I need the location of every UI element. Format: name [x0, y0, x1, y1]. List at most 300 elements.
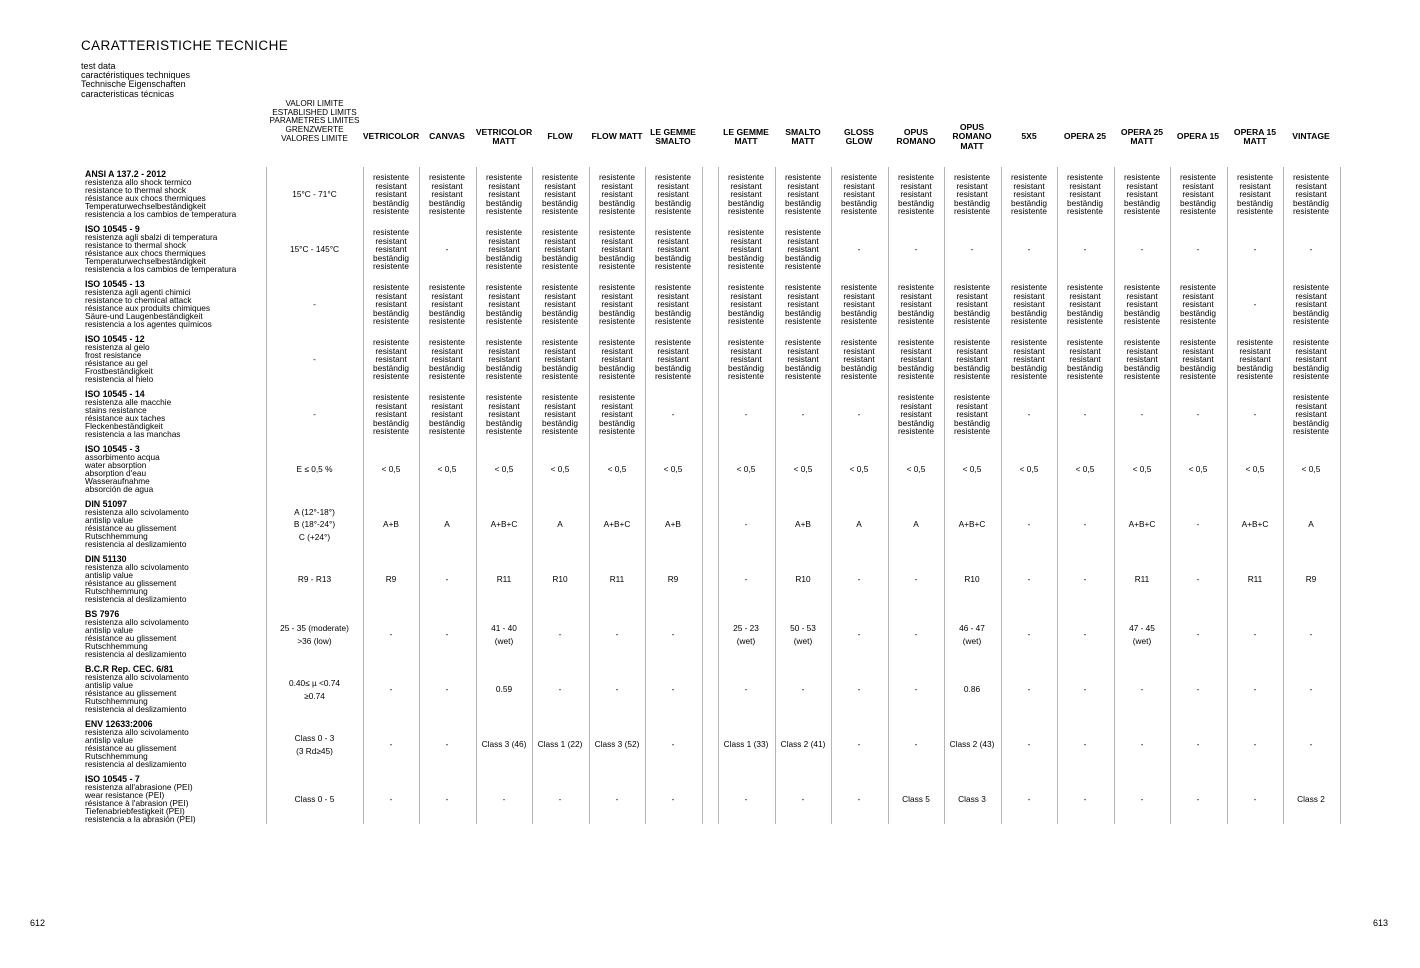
- table-cell: [1283, 167, 1339, 222]
- cell-value: < 0,5: [736, 464, 756, 475]
- column-header: [831, 118, 887, 156]
- table-row: [0, 167, 1420, 222]
- table-cell: [532, 662, 588, 717]
- cell-value: -: [1309, 629, 1313, 640]
- cell-value: A: [913, 519, 919, 530]
- column-header: [1057, 118, 1113, 156]
- table-cell: [888, 552, 944, 607]
- table-cell: [1227, 497, 1283, 552]
- cell-value: -: [801, 409, 805, 420]
- table-cell: [1283, 552, 1339, 607]
- table-row: [0, 332, 1420, 387]
- cell-value: -: [445, 574, 449, 585]
- table-cell: [1227, 167, 1283, 222]
- table-cell: [1170, 167, 1226, 222]
- limit-cell: [266, 332, 363, 387]
- cell-value: -: [1027, 409, 1031, 420]
- column-header: [888, 118, 944, 156]
- table-cell: [831, 497, 887, 552]
- cell-value: < 0,5: [607, 464, 627, 475]
- cell-value: -: [801, 794, 805, 805]
- test-description: résistance aux taches: [85, 412, 166, 423]
- table-cell: [1227, 277, 1283, 332]
- test-description: résistance aux produits chimiques: [85, 302, 210, 313]
- table-cell: [589, 497, 645, 552]
- cell-value: resistente resistant resistant beständig resistente: [599, 337, 635, 382]
- cell-value: 47 - 45 (wet): [1129, 623, 1155, 646]
- table-cell: [775, 497, 831, 552]
- row-label: [85, 280, 265, 329]
- column-header: [1001, 118, 1057, 156]
- table-cell: [1057, 607, 1113, 662]
- table-cell: [532, 387, 588, 442]
- cell-value: -: [1083, 519, 1087, 530]
- table-cell: [944, 497, 1000, 552]
- cell-value: -: [1253, 684, 1257, 695]
- cell-value: -: [1196, 409, 1200, 420]
- column-header: [1170, 118, 1226, 156]
- cell-value: 46 - 47 (wet): [959, 623, 985, 646]
- cell-value: -: [615, 629, 619, 640]
- cell-value: < 0,5: [437, 464, 457, 475]
- test-description: resistance to thermal shock: [85, 239, 186, 250]
- cell-value: -: [1253, 299, 1257, 310]
- table-cell: [363, 332, 419, 387]
- table-cell: [831, 552, 887, 607]
- limit-value: A (12°-18°) B (18°-24°) C (+24°): [293, 506, 336, 542]
- test-description: Frostbeständigkeit: [85, 365, 153, 376]
- test-description: Rutschhemmung: [85, 530, 148, 541]
- table-row: [0, 772, 1420, 827]
- column-header: [718, 118, 774, 156]
- cell-value: -: [615, 684, 619, 695]
- column-header-label: OPERA 15: [1176, 131, 1220, 142]
- table-cell: [363, 552, 419, 607]
- cell-value: < 0,5: [663, 464, 683, 475]
- cell-value: resistente resistant resistant beständig resistente: [655, 172, 691, 217]
- cell-value: < 0,5: [381, 464, 401, 475]
- cell-value: resistente resistant resistant beständig resistente: [1067, 282, 1103, 327]
- row-label: [85, 665, 265, 714]
- subtitle-line: caracteristicas técnicas: [81, 88, 175, 99]
- table-cell: [1114, 552, 1170, 607]
- cell-value: -: [914, 574, 918, 585]
- table-cell: [589, 332, 645, 387]
- table-cell: [718, 442, 774, 497]
- cell-value: -: [558, 794, 562, 805]
- cell-value: resistente resistant resistant beständig resistente: [373, 282, 409, 327]
- test-standard: ISO 10545 - 9: [85, 224, 140, 234]
- cell-value: -: [1083, 794, 1087, 805]
- test-description: antislip value: [85, 569, 133, 580]
- cell-value: -: [1083, 629, 1087, 640]
- table-cell: [944, 277, 1000, 332]
- test-description: résistance aux chocs thermiques: [85, 192, 206, 203]
- cell-value: resistente resistant resistant beständig resistente: [1180, 282, 1216, 327]
- column-header: [419, 118, 475, 156]
- limit-value: 25 - 35 (moderate) >36 (low): [280, 623, 349, 646]
- cell-value: Class 3 (46): [481, 739, 527, 750]
- cell-value: resistente resistant resistant beständig resistente: [1293, 172, 1329, 217]
- limit-value: Class 0 - 5: [294, 794, 335, 805]
- cell-value: -: [1253, 794, 1257, 805]
- test-description: resistenza allo scivolamento: [85, 727, 189, 737]
- table-cell: [645, 607, 701, 662]
- table-cell: [419, 717, 475, 772]
- table-cell: [718, 332, 774, 387]
- cell-value: -: [1027, 794, 1031, 805]
- cell-value: resistente resistant resistant beständig resistente: [841, 282, 877, 327]
- cell-value: < 0,5: [550, 464, 570, 475]
- cell-value: A+B+C: [1128, 519, 1156, 530]
- row-label: [85, 225, 265, 274]
- table-cell: [532, 497, 588, 552]
- cell-value: -: [1309, 244, 1313, 255]
- table-cell: [1170, 387, 1226, 442]
- table-cell: [363, 497, 419, 552]
- cell-value: -: [1196, 684, 1200, 695]
- table-cell: [1114, 607, 1170, 662]
- table-cell: [589, 167, 645, 222]
- cell-value: -: [1140, 739, 1144, 750]
- table-cell: [363, 772, 419, 827]
- table-cell: [1057, 717, 1113, 772]
- table-cell: [1114, 662, 1170, 717]
- table-cell: [1283, 387, 1339, 442]
- cell-value: -: [914, 684, 918, 695]
- test-description: Rutschhemmung: [85, 695, 148, 706]
- cell-value: resistente resistant resistant beständig resistente: [728, 227, 764, 272]
- cell-value: -: [1027, 244, 1031, 255]
- cell-value: resistente resistant resistant beständig resistente: [728, 337, 764, 382]
- cell-value: resistente resistant resistant beständig resistente: [1124, 282, 1160, 327]
- cell-value: -: [914, 739, 918, 750]
- cell-value: R9: [1305, 574, 1317, 585]
- cell-value: resistente resistant resistant beständig resistente: [486, 282, 522, 327]
- test-description: resistencia al deslizamiento: [85, 703, 187, 714]
- cell-value: -: [914, 629, 918, 640]
- limits-header-line: VALORES LIMITE: [281, 133, 348, 143]
- table-cell: [1001, 387, 1057, 442]
- cell-value: -: [1309, 739, 1313, 750]
- cell-value: R11: [1134, 574, 1150, 585]
- cell-value: resistente resistant resistant beständig resistente: [1011, 337, 1047, 382]
- table-row: [0, 442, 1420, 497]
- test-description: resistencia a los cambios de temperatura: [85, 208, 237, 219]
- cell-value: -: [857, 684, 861, 695]
- table-cell: [718, 222, 774, 277]
- cell-value: -: [1196, 244, 1200, 255]
- subtitle-line: Technische Eigenschaften: [81, 79, 186, 90]
- table-cell: [363, 717, 419, 772]
- table-cell: [1170, 552, 1226, 607]
- cell-value: resistente resistant resistant beständig resistente: [898, 282, 934, 327]
- table-cell: [831, 442, 887, 497]
- cell-value: -: [1083, 409, 1087, 420]
- column-header-label: LE GEMME MATT: [723, 126, 769, 146]
- cell-value: resistente resistant resistant beständig resistente: [1180, 337, 1216, 382]
- table-cell: [476, 662, 532, 717]
- cell-value: < 0,5: [962, 464, 982, 475]
- table-cell: [944, 607, 1000, 662]
- table-cell: [1283, 662, 1339, 717]
- cell-value: -: [1027, 629, 1031, 640]
- table-cell: [1114, 277, 1170, 332]
- table-cell: [888, 222, 944, 277]
- table-cell: [1114, 442, 1170, 497]
- test-description: résistance au glissement: [85, 687, 177, 698]
- cell-value: -: [857, 629, 861, 640]
- test-description: résistance aux chocs thermiques: [85, 247, 206, 258]
- cell-value: < 0,5: [1188, 464, 1208, 475]
- table-cell: [363, 607, 419, 662]
- test-standard: DIN 51097: [85, 499, 128, 509]
- table-cell: [476, 222, 532, 277]
- table-cell: [1114, 332, 1170, 387]
- column-header-label: LE GEMME SMALTO: [650, 126, 696, 146]
- cell-value: -: [1196, 794, 1200, 805]
- table-cell: [775, 387, 831, 442]
- test-description: Rutschhemmung: [85, 640, 148, 651]
- cell-value: < 0,5: [849, 464, 869, 475]
- table-cell: [1001, 167, 1057, 222]
- table-cell: [944, 222, 1000, 277]
- table-cell: [1114, 717, 1170, 772]
- cell-value: R10: [964, 574, 980, 585]
- test-description: Rutschhemmung: [85, 585, 148, 596]
- cell-value: A: [444, 519, 450, 530]
- table-cell: [476, 442, 532, 497]
- table-cell: [888, 277, 944, 332]
- cell-value: resistente resistant resistant beständig resistente: [728, 282, 764, 327]
- table-row: [0, 387, 1420, 442]
- table-cell: [363, 442, 419, 497]
- cell-value: -: [389, 739, 393, 750]
- table-cell: [944, 332, 1000, 387]
- cell-value: A+B: [795, 519, 811, 530]
- test-standard: ISO 10545 - 14: [85, 389, 145, 399]
- test-description: resistenza allo scivolamento: [85, 617, 189, 627]
- test-description: resistenza al gelo: [85, 342, 150, 352]
- cell-value: resistente resistant resistant beständig resistente: [954, 337, 990, 382]
- column-header-label: VETRICOLOR: [362, 131, 420, 142]
- table-cell: [1114, 497, 1170, 552]
- cell-value: -: [671, 684, 675, 695]
- test-description: stains resistance: [85, 404, 147, 415]
- table-cell: [1170, 497, 1226, 552]
- column-header-label: OPUS ROMANO: [896, 126, 936, 146]
- table-cell: [589, 717, 645, 772]
- table-cell: [1001, 497, 1057, 552]
- test-description: resistance to thermal shock: [85, 184, 186, 195]
- cell-value: A: [856, 519, 862, 530]
- cell-value: resistente resistant resistant beständig resistente: [954, 172, 990, 217]
- cell-value: resistente resistant resistant beständig resistente: [429, 172, 465, 217]
- cell-value: -: [1083, 739, 1087, 750]
- table-cell: [1170, 662, 1226, 717]
- table-cell: [775, 332, 831, 387]
- limit-cell: [266, 662, 363, 717]
- table-cell: [718, 277, 774, 332]
- table-cell: [1283, 332, 1339, 387]
- cell-value: resistente resistant resistant beständig resistente: [898, 172, 934, 217]
- table-cell: [1001, 277, 1057, 332]
- cell-value: -: [445, 794, 449, 805]
- test-description: résistance à l'abrasion (PEI): [85, 797, 189, 808]
- cell-value: Class 1 (22): [537, 739, 583, 750]
- column-header: [1227, 118, 1283, 156]
- page-title: CARATTERISTICHE TECNICHE: [81, 38, 289, 53]
- row-label: [85, 390, 265, 439]
- column-header-label: VETRICOLOR MATT: [475, 126, 533, 146]
- test-standard: ISO 10545 - 7: [85, 774, 140, 784]
- table-cell: [476, 772, 532, 827]
- limits-header-line: GRENZWERTE: [285, 125, 344, 135]
- test-description: résistance au glissement: [85, 577, 177, 588]
- cell-value: -: [1140, 244, 1144, 255]
- table-cell: [645, 772, 701, 827]
- cell-value: -: [671, 739, 675, 750]
- table-cell: [1114, 772, 1170, 827]
- table-cell: [645, 662, 701, 717]
- table-cell: [1283, 442, 1339, 497]
- table-cell: [419, 387, 475, 442]
- table-cell: [419, 772, 475, 827]
- table-cell: [1170, 607, 1226, 662]
- table-cell: [775, 662, 831, 717]
- cell-value: -: [615, 794, 619, 805]
- table-row: [0, 662, 1420, 717]
- table-cell: [888, 772, 944, 827]
- table-cell: [888, 387, 944, 442]
- table-cell: [476, 332, 532, 387]
- cell-value: resistente resistant resistant beständig resistente: [1237, 172, 1273, 217]
- test-description: résistance au glissement: [85, 742, 177, 753]
- table-cell: [1283, 717, 1339, 772]
- cell-value: resistente resistant resistant beständig resistente: [1293, 282, 1329, 327]
- cell-value: resistente resistant resistant beständig resistente: [373, 172, 409, 217]
- cell-value: resistente resistant resistant beständig resistente: [542, 337, 578, 382]
- table-cell: [363, 167, 419, 222]
- table-cell: [1057, 387, 1113, 442]
- table-row: [0, 497, 1420, 552]
- limit-cell: [266, 717, 363, 772]
- cell-value: -: [1027, 684, 1031, 695]
- table-cell: [419, 607, 475, 662]
- cell-value: resistente resistant resistant beständig resistente: [785, 172, 821, 217]
- table-cell: [1057, 332, 1113, 387]
- table-cell: [888, 167, 944, 222]
- cell-value: resistente resistant resistant beständig resistente: [898, 337, 934, 382]
- cell-value: -: [1253, 739, 1257, 750]
- cell-value: R9: [385, 574, 397, 585]
- table-cell: [888, 662, 944, 717]
- table-cell: [476, 717, 532, 772]
- cell-value: resistente resistant resistant beständig resistente: [373, 337, 409, 382]
- cell-value: < 0,5: [494, 464, 514, 475]
- cell-value: -: [857, 409, 861, 420]
- table-cell: [1057, 442, 1113, 497]
- cell-value: resistente resistant resistant beständig resistente: [429, 282, 465, 327]
- test-description: Säure-und Laugenbeständigkeit: [85, 310, 203, 321]
- test-standard: ENV 12633:2006: [85, 719, 153, 729]
- test-standard: DIN 51130: [85, 554, 127, 564]
- cell-value: Class 2 (41): [780, 739, 826, 750]
- cell-value: R9: [667, 574, 679, 585]
- cell-value: -: [1253, 409, 1257, 420]
- table-cell: [1001, 332, 1057, 387]
- test-standard: ISO 10545 - 13: [85, 279, 145, 289]
- table-cell: [831, 277, 887, 332]
- cell-value: -: [389, 794, 393, 805]
- table-cell: [831, 772, 887, 827]
- table-cell: [1170, 442, 1226, 497]
- table-cell: [775, 772, 831, 827]
- cell-value: resistente resistant resistant beständig resistente: [373, 392, 409, 437]
- table-cell: [888, 442, 944, 497]
- test-description: resistenza allo scivolamento: [85, 562, 189, 572]
- row-label: [85, 555, 265, 604]
- cell-value: R10: [552, 574, 568, 585]
- table-cell: [532, 717, 588, 772]
- column-header-label: OPERA 25 MATT: [1120, 126, 1164, 146]
- cell-value: resistente resistant resistant beständig resistente: [542, 282, 578, 327]
- table-cell: [888, 717, 944, 772]
- cell-value: A+B+C: [958, 519, 986, 530]
- table-cell: [1227, 772, 1283, 827]
- table-cell: [831, 167, 887, 222]
- cell-value: -: [1083, 684, 1087, 695]
- table-cell: [645, 552, 701, 607]
- table-cell: [1001, 717, 1057, 772]
- table-cell: [718, 717, 774, 772]
- cell-value: -: [970, 244, 974, 255]
- cell-value: 25 - 23 (wet): [733, 623, 759, 646]
- test-description: resistenza alle macchie: [85, 397, 172, 407]
- table-cell: [1170, 772, 1226, 827]
- table-cell: [718, 552, 774, 607]
- table-cell: [1001, 222, 1057, 277]
- table-cell: [645, 167, 701, 222]
- table-cell: [888, 332, 944, 387]
- limit-value: Class 0 - 3 (3 Rd≥45): [294, 733, 335, 756]
- cell-value: -: [744, 684, 748, 695]
- test-description: resistencia al deslizamiento: [85, 758, 187, 769]
- cell-value: -: [744, 519, 748, 530]
- column-header-label: OPERA 15 MATT: [1233, 126, 1277, 146]
- cell-value: resistente resistant resistant beständig resistente: [841, 337, 877, 382]
- cell-value: Class 3: [958, 794, 986, 805]
- cell-value: < 0,5: [906, 464, 926, 475]
- table-cell: [1283, 222, 1339, 277]
- table-cell: [1170, 717, 1226, 772]
- table-cell: [944, 552, 1000, 607]
- cell-value: -: [744, 794, 748, 805]
- test-description: absorción de agua: [85, 483, 154, 494]
- limit-value: R9 - R13: [297, 574, 332, 585]
- cell-value: resistente resistant resistant beständig resistente: [486, 337, 522, 382]
- cell-value: -: [671, 629, 675, 640]
- table-cell: [1114, 167, 1170, 222]
- table-cell: [532, 332, 588, 387]
- table-cell: [831, 387, 887, 442]
- table-cell: [1283, 607, 1339, 662]
- limit-value: E ≤ 0,5 %: [296, 464, 333, 475]
- table-cell: [1057, 222, 1113, 277]
- table-cell: [831, 332, 887, 387]
- table-cell: [1001, 607, 1057, 662]
- test-description: assorbimento acqua: [85, 452, 160, 462]
